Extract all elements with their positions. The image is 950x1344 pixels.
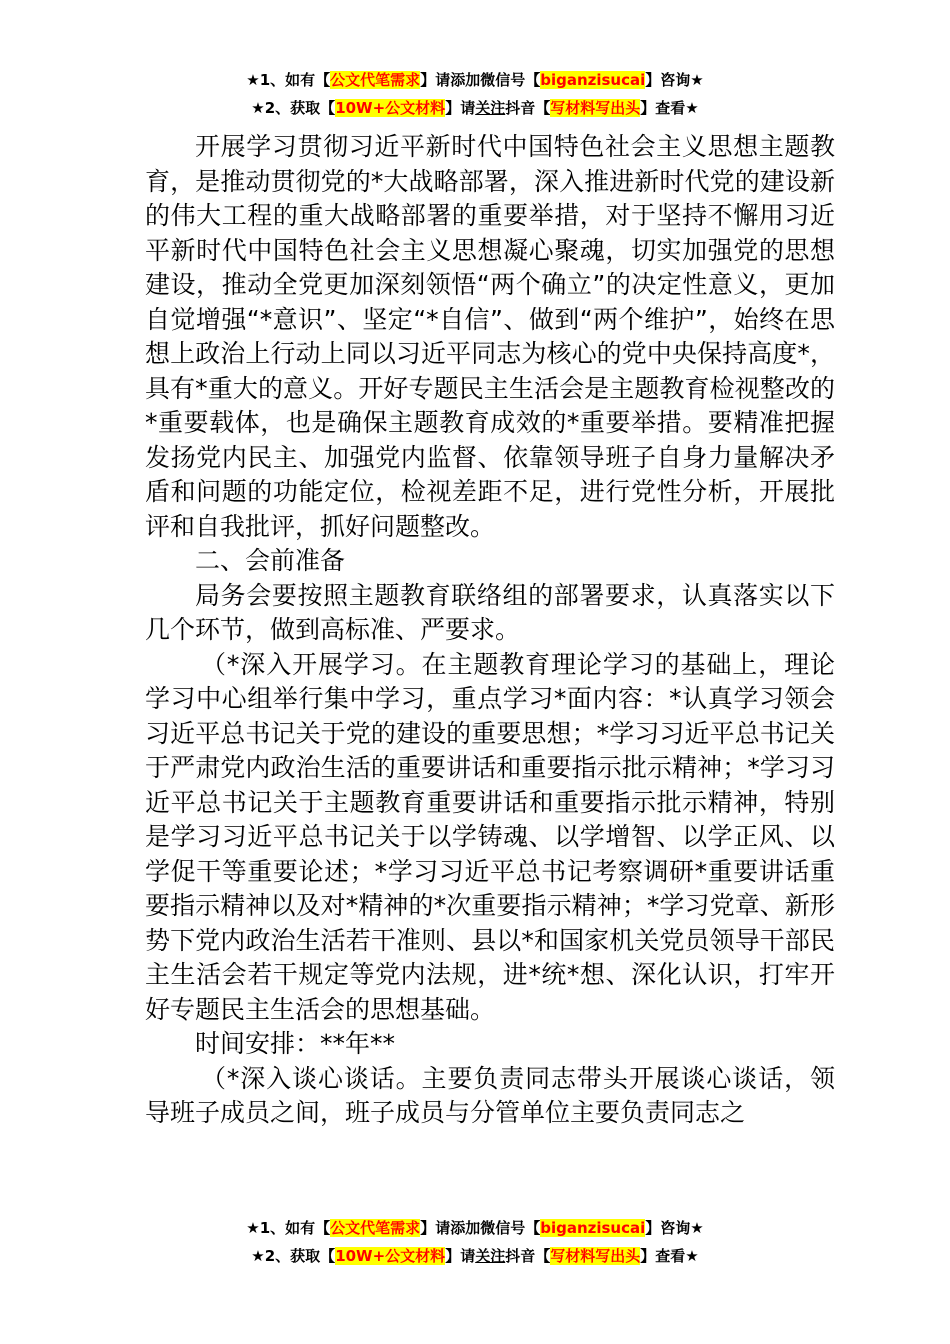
paragraph-talks: （*深入谈心谈话。主要负责同志带头开展谈心谈话，领导班子成员之间，班子成员与分管单位主要负责同志之 [145, 1063, 835, 1127]
highlight-douyin-account: 写材料写出头 [550, 99, 641, 117]
highlight-douyin-account: 写材料写出头 [550, 1247, 641, 1265]
paragraph-study: （*深入开展学习。在主题教育理论学习的基础上，理论学习中心组举行集中学习，重点学习*面内容：*认真学习领会习近平总书记关于党的建设的重要思想；*学习习近平总书记关于严肃党内政治生活的重要讲话和重要指示批示精神；*学习习近平总书记关于主题教育重要讲话和重要指示批示精神，特别是学习习近平总书记关于以学铸魂、以学增智、以学正风、以学促干等重要论述；*学习习近平总书记考察调研*重要讲话重要指示精神以及对*精神的*次重要指示精神；*学习党章、新形势下党内政治生活若干准则、县以*和国家机关党员领导干部民主生活会若干规定等党内法规，进*统*想、深化认识，打牢开好专题民主生活会的思想基础。 [145, 649, 835, 1024]
highlight-wechat-id: biganzisucai [540, 71, 646, 89]
banner-line-2: ★2、获取【10W+公文材料】请关注抖音【写材料写出头】查看★ [251, 99, 699, 117]
banner-line-1: ★1、如有【公文代笔需求】请添加微信号【biganzisucai】咨询★ [246, 71, 704, 89]
paragraph-intro: 开展学习贯彻习近平新时代中国特色社会主义思想主题教育，是推动贯彻党的*大战略部署，深入推进新时代党的建设新的伟大工程的重大战略部署的重要举措，对于坚持不懈用习近平新时代中国特色社会主义思想凝心聚魂，切实加强党的思想建设，推动全党更加深刻领悟“两个确立”的决定性意义，更加自觉增强“*意识”、坚定“*自信”、做到“两个维护”，始终在思想上政治上行动上同以习近平同志为核心的党中央保持高度*，具有*重大的意义。开好专题民主生活会是主题教育检视整改的*重要载体，也是确保主题教育成效的*重要举措。要精准把握发扬党内民主、加强党内监督、依靠领导班子自身力量解决矛盾和问题的功能定位，检视差距不足，进行党性分析，开展批评和自我批评，抓好问题整改。 [145, 132, 835, 541]
document-body [145, 130, 835, 1131]
highlight-wechat-id: biganzisucai [540, 1219, 646, 1237]
footer-banner [0, 1214, 950, 1270]
highlight-materials: 10W+公文材料 [335, 1247, 446, 1265]
header-banner [0, 66, 950, 122]
section-heading-preparation: 二、会前准备 [195, 546, 346, 575]
highlight-materials: 10W+公文材料 [335, 99, 446, 117]
paragraph-schedule: 时间安排：**年** [195, 1029, 396, 1058]
footer-line-1: ★1、如有【公文代笔需求】请添加微信号【biganzisucai】咨询★ [246, 1219, 704, 1237]
paragraph-requirements: 局务会要按照主题教育联络组的部署要求，认真落实以下几个环节，做到高标准、严要求。 [145, 580, 835, 644]
highlight-writing-service: 公文代笔需求 [330, 1219, 421, 1237]
highlight-writing-service: 公文代笔需求 [330, 71, 421, 89]
footer-line-2: ★2、获取【10W+公文材料】请关注抖音【写材料写出头】查看★ [251, 1247, 699, 1265]
